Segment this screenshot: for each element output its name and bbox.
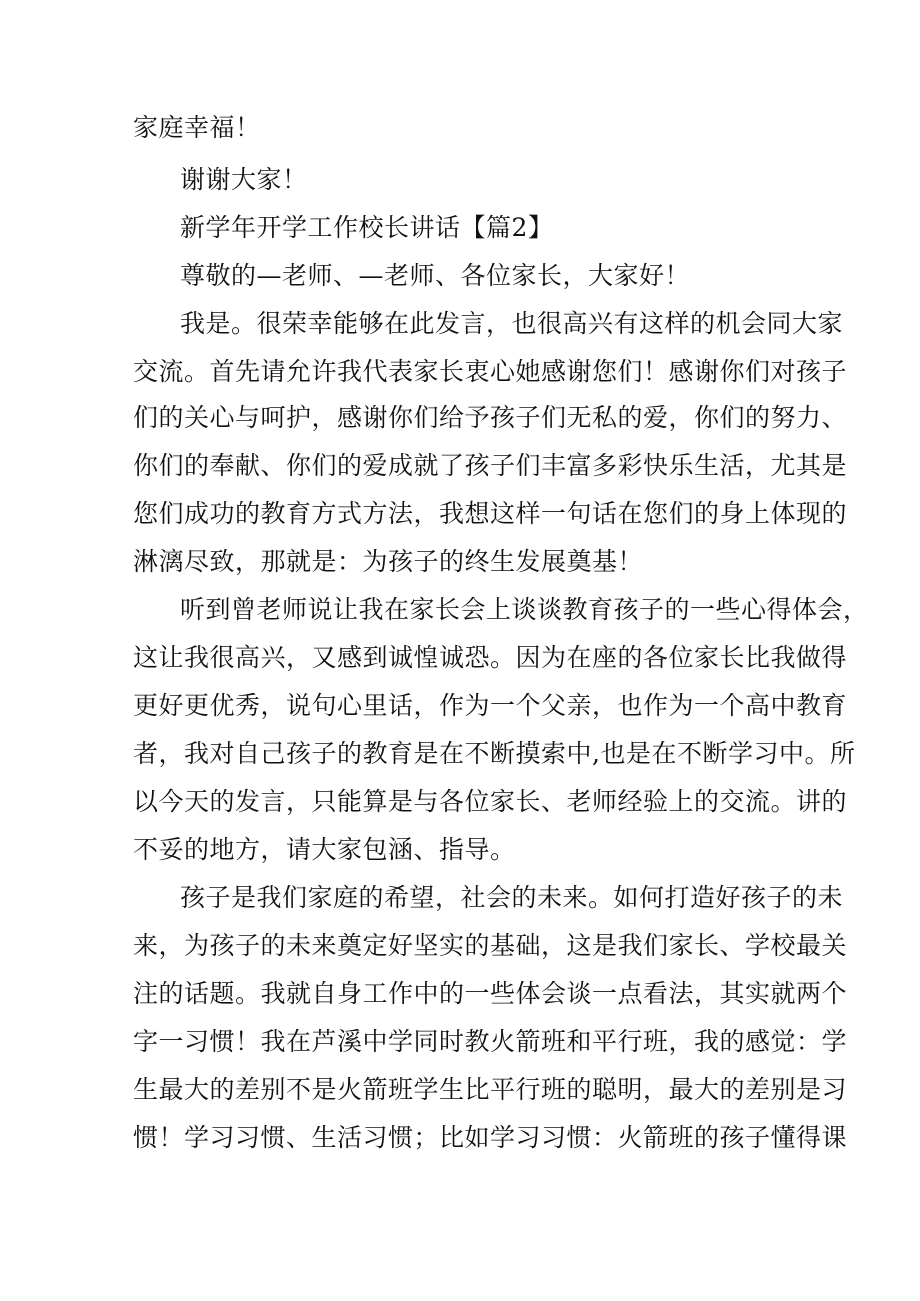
text-line: 更好更优秀，说句心里话，作为一个父亲，也作为一个高中教育	[133, 691, 848, 720]
text-line: 生最大的差别不是火箭班学生比平行班的聪明，最大的差别是习	[133, 1075, 848, 1104]
text-line: 孩子是我们家庭的希望，社会的未来。如何打造好孩子的未	[180, 883, 844, 912]
text-line: 字一习惯！我在芦溪中学同时教火箭班和平行班，我的感觉：学	[133, 1027, 848, 1056]
text-line: 惯！学习习惯、生活习惯；比如学习习惯：火箭班的孩子懂得课	[133, 1123, 848, 1152]
text-line: 您们成功的教育方式方法，我想这样一句话在您们的身上体现的	[133, 499, 848, 528]
text-line: 谢谢大家！	[180, 165, 308, 194]
text-line: 我是。很荣幸能够在此发言，也很高兴有这样的机会同大家	[180, 309, 844, 338]
text-line: 者，我对自己孩子的教育是在不断摸索中,也是在不断学习中。所	[133, 739, 856, 768]
text-line: 交流。首先请允许我代表家长衷心她感谢您们！感谢你们对孩子	[133, 357, 848, 386]
text-line: 注的话题。我就自身工作中的一些体会谈一点看法，其实就两个	[133, 979, 848, 1008]
section-heading: 新学年开学工作校长讲话【篇2】	[180, 213, 554, 242]
text-line: 你们的奉献、你们的爱成就了孩子们丰富多彩快乐生活，尤其是	[133, 451, 848, 480]
text-line: 尊敬的—老师、—老师、各位家长，大家好！	[180, 261, 691, 290]
text-line: 家庭幸福！	[133, 113, 261, 142]
text-line: 这让我很高兴，又感到诚惶诚恐。因为在座的各位家长比我做得	[133, 643, 848, 672]
text-line: 淋漓尽致，那就是：为孩子的终生发展奠基！	[133, 547, 644, 576]
text-line: 以今天的发言，只能算是与各位家长、老师经验上的交流。讲的	[133, 787, 848, 816]
text-line: 们的关心与呵护，感谢你们给予孩子们无私的爱，你们的努力、	[133, 403, 848, 432]
text-line: 来，为孩子的未来奠定好坚实的基础，这是我们家长、学校最关	[133, 931, 848, 960]
text-line: 听到曾老师说让我在家长会上谈谈教育孩子的一些心得体会，	[180, 595, 869, 624]
text-line: 不妥的地方，请大家包涵、指导。	[133, 835, 516, 864]
